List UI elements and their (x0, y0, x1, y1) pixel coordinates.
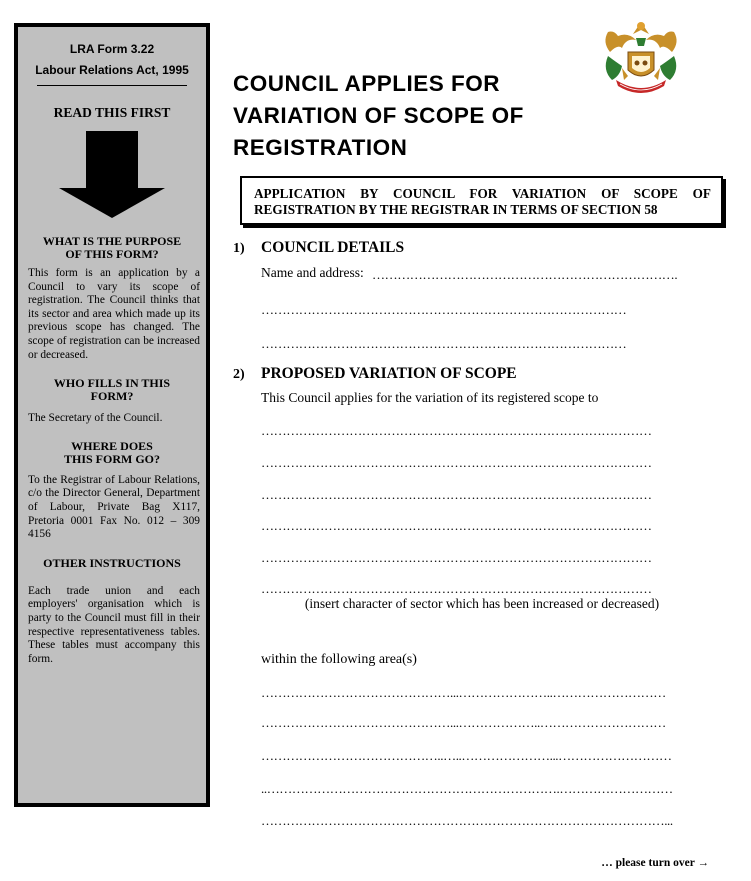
sidebar-divider (37, 85, 187, 86)
form-id: LRA Form 3.22 (69, 42, 155, 56)
scope-field-line[interactable]: ………………………………………………………………………………… (261, 423, 652, 438)
address-field-line-2[interactable]: …………………………………………………………………………… (261, 302, 627, 317)
please-turn-over: … please turn over → (601, 857, 709, 869)
scope-intro-text: This Council applies for the variation of its registered scope to (261, 390, 599, 405)
sector-note: (insert character of sector which has been increased or decreased) (304, 596, 660, 611)
instructions-sidebar (14, 23, 210, 807)
application-box: APPLICATION BY COUNCIL FOR VARIATION OF SCOPE OF REGISTRATION BY THE REGISTRAR IN TERMS OF SECTION 58 (240, 176, 723, 225)
sidebar-header (18, 27, 206, 81)
name-address-field[interactable]: ………………………………………………………………. (372, 267, 678, 282)
scope-field-line[interactable]: ………………………………………………………………………………… (261, 518, 652, 533)
where-heading: WHERE DOES THIS FORM GO? (63, 438, 160, 466)
title-line-3: REGISTRATION (233, 135, 408, 160)
scope-field-line[interactable]: ………………………………………………………………………………… (261, 581, 652, 596)
name-address-label: Name and address: (261, 265, 364, 280)
area-field-line[interactable]: ……………………………………..…..…………………...……………………… (261, 748, 672, 763)
title-line-2: VARIATION OF SCOPE OF (233, 103, 524, 128)
area-field-line[interactable]: ..…………………………………………………………….……………………… (261, 781, 673, 796)
read-first-heading: READ THIS FIRST (53, 105, 171, 120)
form-title (233, 68, 524, 164)
area-label: within the following area(s) (261, 652, 417, 667)
scope-field-line[interactable]: ………………………………………………………………………………… (261, 550, 652, 565)
area-field-line[interactable]: ………………………………………...………………..………………………… (261, 715, 666, 730)
who-heading: WHO FILLS IN THIS FORM? (53, 376, 171, 404)
other-heading: OTHER INSTRUCTIONS (43, 555, 181, 570)
scope-field-line[interactable]: ………………………………………………………………………………… (261, 487, 652, 502)
who-text: The Secretary of the Council. (28, 412, 163, 425)
purpose-heading: WHAT IS THE PURPOSE OF THIS FORM? (42, 234, 182, 261)
address-field-line-3[interactable]: …………………………………………………………………………… (261, 336, 627, 351)
area-field-line[interactable]: ……………………………………………………………………………………... (261, 813, 673, 828)
other-text: Each trade union and each employers' organisation which is party to the Council must fill in their respective representativeness tables. These tables must accompany this form. (28, 584, 200, 665)
coat-of-arms-emblem (598, 18, 684, 96)
act-name: Labour Relations Act, 1995 (35, 63, 189, 77)
where-text: To the Registrar of Labour Relations, c/o the Director General, Department of Labour, Private Bag X117, Pretoria 0001 Fax No. 012 – 309 4156 (28, 473, 200, 541)
scope-field-line[interactable]: ………………………………………………………………………………… (261, 455, 652, 470)
section-2-number: 2) (233, 367, 245, 382)
title-line-1: COUNCIL APPLIES FOR (233, 71, 501, 96)
purpose-text: This form is an application by a Council to vary its scope of registration. The Council thinks that its sector and area which made up its previous scope has changed. The scope of registration can be increased or decreased. (28, 267, 200, 361)
section-2-title: PROPOSED VARIATION OF SCOPE (261, 365, 517, 382)
section-1-number: 1) (233, 241, 245, 256)
area-field-line[interactable]: ………………………………………...…………………..……………………… (261, 685, 666, 700)
section-1-title: COUNCIL DETAILS (261, 239, 405, 256)
down-arrow-icon (57, 131, 167, 223)
